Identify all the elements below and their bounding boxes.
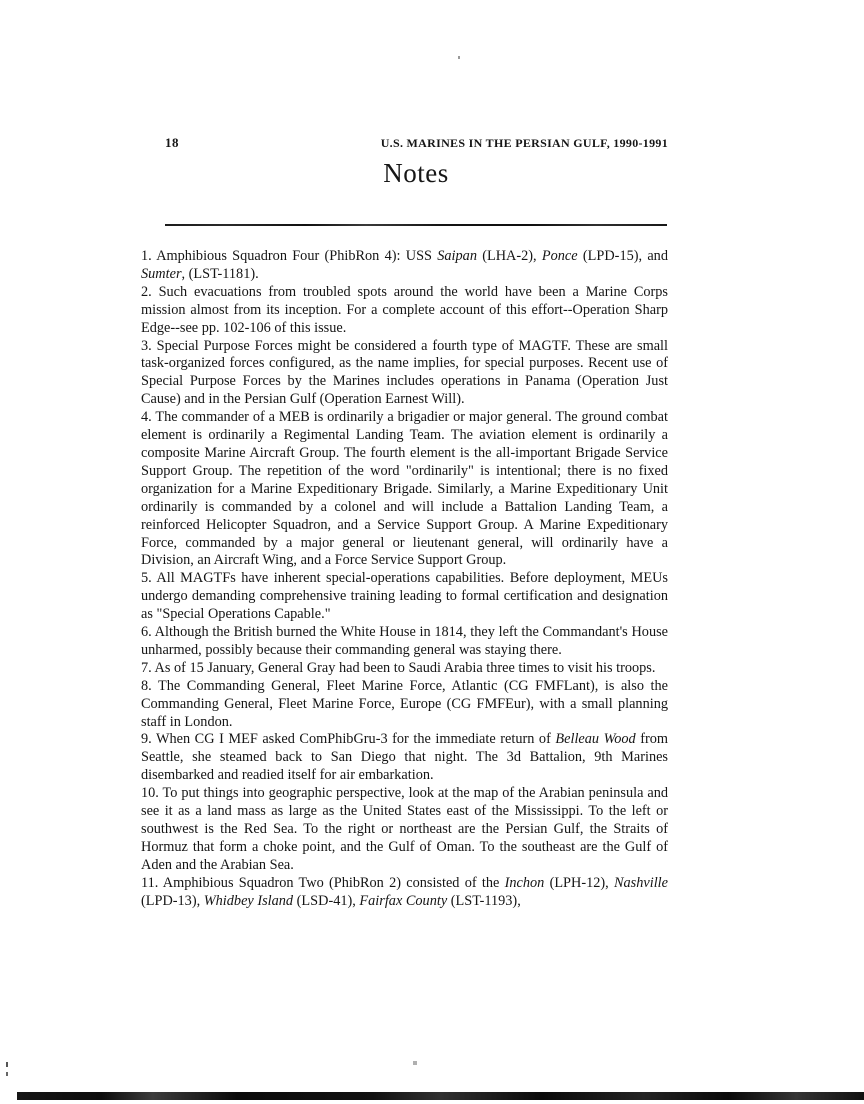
note-item: 2. Such evacuations from troubled spots around the world have been a Marine Corps mission almost from its inception. For a complete account of this effort--Operation Sharp Edge--see pp. 102-106 of this issue. [141,283,668,336]
scan-speck [6,1062,8,1067]
note-item: 6. Although the British burned the White House in 1814, they left the Commandant's House unharmed, possibly because their commanding general was staying there. [141,624,668,658]
note-item: 1. Amphibious Squadron Four (PhibRon 4): USS Saipan (LHA-2), Ponce (LPD-15), and Sumter, (LST-1181). [141,248,668,282]
note-item: 10. To put things into geographic perspective, look at the map of the Arabian peninsula and see it as a land mass as large as the United States east of the Mississippi. To the left or southwest is the Red Sea. To the right or northeast are the Persian Gulf, the Straits of Hormuz that form a choke point, and the Gulf of Oman. To the southeast are the Gulf of Aden and the Arabian Sea. [141,785,668,873]
running-title: U.S. MARINES IN THE PERSIAN GULF, 1990-1991 [380,136,668,150]
page-number: 18 [165,135,179,150]
note-item: 8. The Commanding General, Fleet Marine Force, Atlantic (CG FMFLant), is also the Commanding General, Fleet Marine Force, Europe (CG FMFEur), with a small planning staff in London. [141,677,668,730]
page-header [165,135,668,151]
note-item: 5. All MAGTFs have inherent special-operations capabilities. Before deployment, MEUs undergo demanding comprehensive training leading to formal certification and designation as "Special Operations Capable." [141,570,668,623]
notes-list [141,248,668,911]
scan-speck [413,1061,417,1065]
note-item: 4. The commander of a MEB is ordinarily a brigadier or major general. The ground combat element is ordinarily a Regimental Landing Team. The aviation element is ordinarily a composite Marine Aircraft Group. The fourth element is the all-important Brigade Service Support Group. The repetition of the word "ordinarily" is intentional; there is no fixed organization for a Marine Expeditionary Brigade. Similarly, a Marine Expeditionary Unit ordinarily is commanded by a colonel and will include a Battalion Landing Team, a reinforced Helicopter Squadron, and a Service Support Group. A Marine Expeditionary Force, commanded by a major general or lieutenant general, will ordinarily have a Division, an Aircraft Wing, and a Force Service Support Group. [141,409,668,569]
scan-edge-artifact-bar [17,1092,864,1100]
note-item: 3. Special Purpose Forces might be considered a fourth type of MAGTF. These are small task-organized forces configured, as the name implies, for special purposes. Recent use of Special Purpose Forces by the Marines includes operations in Panama (Operation Just Cause) and in the Persian Gulf (Operation Earnest Will). [141,337,668,408]
divider-rule [165,224,667,226]
note-item: 9. When CG I MEF asked ComPhibGru-3 for the immediate return of Belleau Wood from Seattle, she steamed back to San Diego that night. The 3d Battalion, 9th Marines disembarked and readied itself for air embarkation. [141,731,668,784]
note-item: 11. Amphibious Squadron Two (PhibRon 2) consisted of the Inchon (LPH-12), Nashville (LPD-13), Whidbey Island (LSD-41), Fairfax County (LST-1193), [141,874,669,909]
scan-speck [458,56,460,59]
scan-speck [6,1072,8,1076]
note-item: 7. As of 15 January, General Gray had been to Saudi Arabia three times to visit his troops. [141,659,656,676]
page-title: Notes [383,158,449,188]
